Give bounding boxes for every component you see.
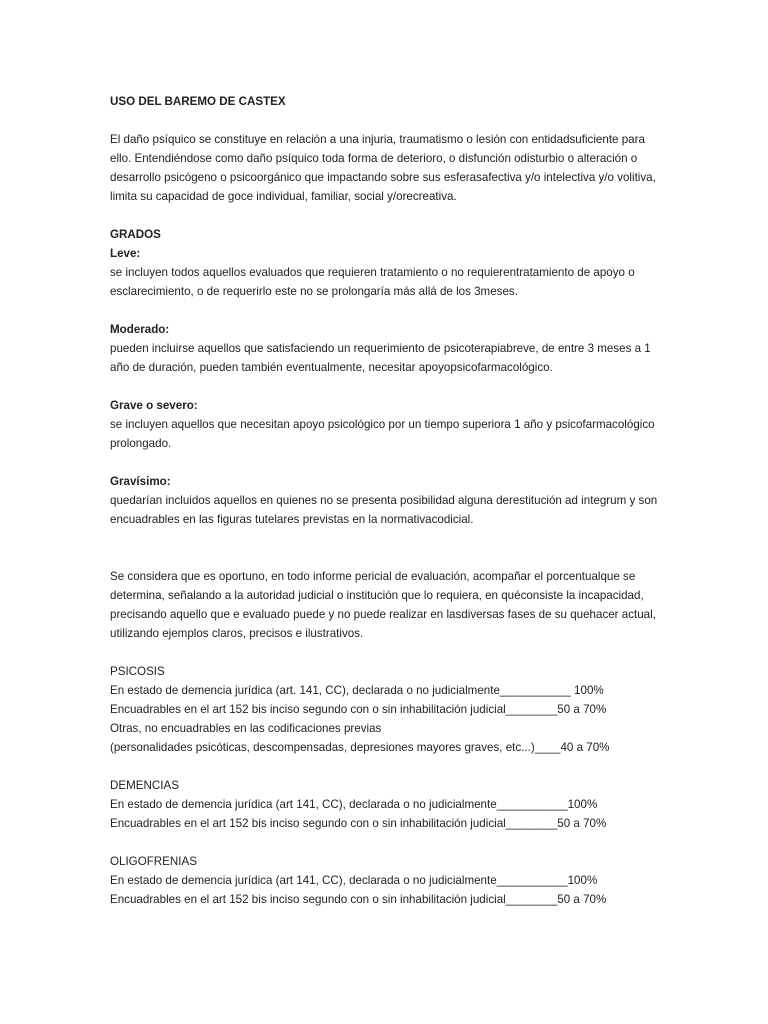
grado-line: pueden incluirse aquellos que satisfaciendo un requerimiento de psicoterapiabreve, de entre 3 meses a 1	[110, 342, 651, 355]
category-line: Otras, no encuadrables en las codificaciones previas	[110, 722, 382, 735]
document-title: USO DEL BAREMO DE CASTEX	[110, 95, 286, 108]
category-line: Encuadrables en el art 152 bis inciso segundo con o sin inhabilitación judicial________50 a 70%	[110, 703, 607, 716]
category-line: Encuadrables en el art 152 bis inciso segundo con o sin inhabilitación judicial________50 a 70%	[110, 817, 607, 830]
category-psicosis	[110, 662, 670, 757]
grado-line: año de duración, pueden también eventualmente, necesitar apoyopsicofarmacológico.	[110, 361, 553, 374]
consideration-line: precisando aquello que e evaluado puede y no puede realizar en lasdiversas fases de su quehacer actual,	[110, 608, 656, 621]
grado-line: prolongado.	[110, 437, 172, 450]
grado-moderado	[110, 320, 670, 377]
grado-line: quedarían incluidos aquellos en quienes no se presenta posibilidad alguna derestitución ad integrum y son	[110, 494, 658, 507]
intro-line: ello. Entendiéndose como daño psíquico toda forma de deterioro, o disfunción odisturbio o alteración o	[110, 152, 638, 165]
category-line: En estado de demencia jurídica (art. 141, CC), declarada o no judicialmente___________ 100%	[110, 684, 604, 697]
category-line: (personalidades psicóticas, descompensadas, depresiones mayores graves, etc...)____40 a 70%	[110, 741, 610, 754]
category-line: En estado de demencia jurídica (art 141, CC), declarada o no judicialmente___________100%	[110, 798, 598, 811]
category-line: En estado de demencia jurídica (art 141, CC), declarada o no judicialmente___________100%	[110, 874, 598, 887]
grado-name: Gravísimo:	[110, 475, 171, 488]
category-line: Encuadrables en el art 152 bis inciso segundo con o sin inhabilitación judicial________50 a 70%	[110, 893, 607, 906]
category-oligofrenias	[110, 852, 670, 909]
consideration-line: utilizando ejemplos claros, precisos e ilustrativos.	[110, 627, 364, 640]
category-name: OLIGOFRENIAS	[110, 855, 197, 868]
document-page	[110, 92, 670, 909]
category-name: PSICOSIS	[110, 665, 165, 678]
grado-name: Grave o severo:	[110, 399, 198, 412]
intro-line: El daño psíquico se constituye en relación a una injuria, traumatismo o lesión con entidadsuficiente para	[110, 133, 645, 146]
grado-line: encuadrables en las figuras tutelares previstas en la normativacodicial.	[110, 513, 474, 526]
grado-name: Moderado:	[110, 323, 170, 336]
grado-line: se incluyen todos aquellos evaluados que requieren tratamiento o no requierentratamiento de apoyo o	[110, 266, 635, 279]
grado-line: esclarecimiento, o de requerirlo este no se prolongaría más allá de los 3meses.	[110, 285, 518, 298]
category-demencias	[110, 776, 670, 833]
grado-grave	[110, 396, 670, 453]
category-name: DEMENCIAS	[110, 779, 179, 792]
intro-line: desarrollo psicógeno o psicoorgánico que impactando sobre sus esferasafectiva y/o intelectiva y/o volitiva,	[110, 171, 656, 184]
grados-heading: GRADOS	[110, 228, 161, 241]
grado-gravisimo	[110, 472, 670, 529]
intro-line: limita su capacidad de goce individual, familiar, social y/orecreativa.	[110, 190, 457, 203]
consideration-paragraph	[110, 567, 670, 643]
consideration-line: determina, señalando a la autoridad judicial o institución que lo requiera, en quéconsiste la incapacidad,	[110, 589, 644, 602]
grado-name: Leve:	[110, 247, 141, 260]
grado-leve	[110, 244, 670, 301]
consideration-line: Se considera que es oportuno, en todo informe pericial de evaluación, acompañar el porcentualque se	[110, 570, 636, 583]
intro-paragraph	[110, 130, 670, 206]
grado-line: se incluyen aquellos que necesitan apoyo psicológico por un tiempo superiora 1 año y psicofarmacológico	[110, 418, 655, 431]
